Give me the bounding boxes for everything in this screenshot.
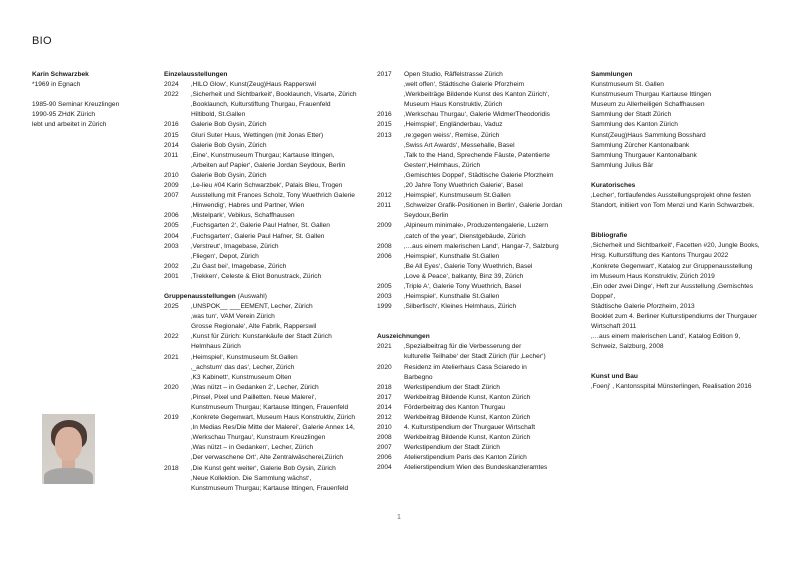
list-item xyxy=(377,252,587,262)
entry-text: ‚HILO Glow‘, Kunst(Zeug)Haus Rapperswil xyxy=(191,81,316,89)
entry-text: Helmhaus Zürich xyxy=(191,343,241,351)
year: 1999 xyxy=(377,303,392,311)
year: 2019 xyxy=(164,414,179,422)
entry-text: ‚Heimspiel‘, Kunstmuseum St.Gallen xyxy=(191,353,298,361)
entry-text: ‚Fuchsgarten‘, Galerie Paul Hafner, St. Gallen xyxy=(191,232,325,240)
heading-subtext: (Auswahl) xyxy=(237,292,267,300)
year: 2025 xyxy=(164,303,179,311)
list-item xyxy=(164,120,374,130)
entry-text: Atelierstipendium Paris des Kanton Zürich xyxy=(404,454,527,462)
entry-text: ‚Kunst für Zürich: Kunstankäufe der Stadt Zürich xyxy=(191,333,332,341)
entry-text: ‚Sicherheit und Sichtbarkeit‘, Booklaunch, Visarte, Zürich xyxy=(191,91,357,99)
section-heading-einzelausstellungen: Einzelausstellungen xyxy=(164,71,228,78)
entry-text: Förderbeitrag des Kanton Thurgau xyxy=(404,403,506,411)
year: 2007 xyxy=(377,444,392,452)
list-item xyxy=(164,312,374,322)
list-item xyxy=(377,262,587,272)
entry-text: ‚Verstreut‘, Imagebase, Zürich xyxy=(191,242,279,250)
list-item: Sammlung Thurgauer Kantonalbank xyxy=(591,151,697,159)
entry-text: ‚Fliegen‘, Depot, Zürich xyxy=(191,252,259,260)
year: 2001 xyxy=(164,272,179,280)
list-item xyxy=(377,453,587,463)
list-item: Museum zu Allerheiligen Schaffhausen xyxy=(591,101,705,109)
entry-text: ‚Gemischtes Doppel‘, Städtische Galerie Pforzheim xyxy=(404,171,554,179)
list-item xyxy=(164,201,374,211)
section-heading-sammlungen: Sammlungen xyxy=(591,71,633,78)
year xyxy=(377,232,404,242)
list-item xyxy=(164,373,374,383)
list-item xyxy=(377,403,587,413)
year xyxy=(377,352,404,362)
list-item xyxy=(164,474,374,484)
year: 2021 xyxy=(164,353,179,361)
list-item xyxy=(164,151,374,161)
entry-text: ‚Pinsel, Pixel und Pailletten. Neue Malerei‘, xyxy=(191,393,317,401)
list-item: ‚Foenj‘ , Kantonsspital Münsterlingen, Realisation 2016 xyxy=(591,383,752,391)
entry-text: ‚Die Kunst geht weiter‘, Galerie Bob Gysin, Zürich xyxy=(191,464,336,472)
year xyxy=(377,151,404,161)
entry-text: ‚Be All Eyes‘, Galerie Tony Wuethrich, Basel xyxy=(404,262,533,270)
entry-text: ‚Was nützt – in Gedanken 2‘, Lecher, Zürich xyxy=(191,383,319,391)
residence-line: lebt und arbeitet in Zürich xyxy=(32,121,107,129)
entry-text: ‚Alpineum minimale›, Produzentengalerie, Luzern xyxy=(404,222,549,230)
entry-text: Werkbeitrag Bildende Kunst, Kanton Zürich xyxy=(404,414,531,421)
entry-text: Werkbeitrag Bildende Kunst, Kanton Zürich xyxy=(404,393,531,401)
entry-text: ‚Der verwaschene Ort‘, Alte Zentralwäscherei,Zürich xyxy=(191,454,344,462)
list-item xyxy=(377,352,587,362)
list-item xyxy=(164,383,374,393)
list-item xyxy=(377,141,587,151)
list-item xyxy=(377,131,587,141)
year xyxy=(164,201,191,211)
list-item xyxy=(164,464,374,474)
list-item: Booklet zum 4. Berliner Kulturstipendiums der Thurgauer xyxy=(591,312,757,320)
year: 2009 xyxy=(164,182,179,190)
entry-text: ‚Hinwendig‘, Habres und Partner, Wien xyxy=(191,202,305,210)
list-item xyxy=(164,332,374,342)
entry-text: ‚Arbeiten auf Papier‘, Galerie Jordan Seydoux, Berlin xyxy=(191,161,346,169)
list-item xyxy=(377,191,587,201)
entry-text: Gluri Suter Huus, Wettingen (mit Jonas Etter) xyxy=(191,131,324,139)
year: 2008 xyxy=(377,434,392,442)
year xyxy=(377,80,404,90)
section-heading-bibliografie: Bibliografie xyxy=(591,232,628,240)
list-item xyxy=(164,302,374,312)
art-and-architecture-list xyxy=(591,382,791,392)
entry-text: ‚Heimspiel‘, Kunstmuseum St.Gallen xyxy=(404,192,511,200)
entry-text: ‚was tun‘, VAM Verein Zürich xyxy=(191,313,275,321)
entry-text: ‚Love & Peace‘, balkanty, Binz 39, Zürich xyxy=(404,272,524,280)
year xyxy=(377,373,404,383)
list-item xyxy=(164,232,374,242)
list-item xyxy=(377,151,587,161)
list-item xyxy=(164,171,374,181)
year: 2005 xyxy=(377,282,392,290)
awards-list xyxy=(377,342,587,473)
list-item xyxy=(377,413,587,423)
entry-text: ‚Heimspiel‘, Kunsthalle St.Gallen xyxy=(404,252,500,260)
entry-text: ‚Heimspiel‘, Engländerbau, Vaduz xyxy=(404,121,503,129)
entry-text: Galerie Bob Gysin, Zürich xyxy=(191,141,267,149)
year: 2016 xyxy=(164,121,179,129)
exhibitions-continued-column xyxy=(377,70,587,474)
year: 2008 xyxy=(377,242,392,250)
list-item xyxy=(377,272,587,282)
list-item xyxy=(377,70,587,80)
entry-text: Ausstellung mit Frances Scholz, Tony Wuethrich Galerie xyxy=(191,192,355,200)
list-item xyxy=(164,363,374,373)
entry-text: Hiltibold, St.Gallen xyxy=(191,111,246,119)
entry-text: Kunstmuseum Thurgau; Kartause Ittingen, Frauenfeld xyxy=(191,404,349,411)
year: 2022 xyxy=(164,333,179,341)
heading-text: Gruppenausstellungen xyxy=(164,292,236,300)
list-item xyxy=(164,342,374,352)
list-item xyxy=(377,201,587,211)
list-item: Sammlung der Stadt Zürich xyxy=(591,111,672,119)
year: 2018 xyxy=(377,383,392,391)
list-item xyxy=(164,413,374,423)
list-item xyxy=(377,221,587,231)
entry-text: 4. Kulturstipendium der Thurgauer Wirtschaft xyxy=(404,424,536,432)
list-item xyxy=(377,302,587,312)
list-item xyxy=(377,282,587,292)
list-item xyxy=(164,484,374,494)
year: 2013 xyxy=(377,131,392,139)
list-item xyxy=(164,322,374,332)
list-item: Kunstmuseum Thurgau Kartause Ittingen xyxy=(591,91,712,99)
entry-text: ‚Werkschau Thurgau‘, Kunstraum Kreuzlingen xyxy=(191,434,326,442)
list-item: ‚Konkrete Gegenwart‘, Katalog zur Gruppenausstellung xyxy=(591,262,753,270)
birth-info: *1969 in Egnach xyxy=(32,81,81,89)
entry-text: ‚…aus einem malerischen Land‘, Hangar-7, Salzburg xyxy=(404,242,559,250)
entry-text: Kunstmuseum Thurgau; Kartause Ittingen, Frauenfeld xyxy=(191,484,349,492)
list-item xyxy=(377,120,587,130)
section-heading-kuratorisches: Kuratorisches xyxy=(591,181,636,189)
group-exhibitions-list-continued xyxy=(377,70,587,312)
year xyxy=(164,453,191,463)
entry-text: Gesten‘,Helmhaus, Zürich xyxy=(404,161,481,169)
entry-text: ‚Werkschau Thurgau‘, Galerie WidmerTheodoridis xyxy=(404,111,550,119)
entry-text: Grosse Regionale‘, Alte Fabrik, Rapperswil xyxy=(191,323,317,331)
list-item xyxy=(164,110,374,120)
section-heading-kunst-und-bau: Kunst und Bau xyxy=(591,373,638,381)
list-item xyxy=(377,423,587,433)
year: 2017 xyxy=(377,393,392,401)
year xyxy=(377,161,404,171)
list-item: Sammlung des Kanton Zürich xyxy=(591,121,678,129)
year: 2014 xyxy=(377,403,392,411)
year: 2006 xyxy=(377,454,392,462)
list-item xyxy=(377,232,587,242)
entry-text: ‚Triple A‘, Galerie Tony Wuethrich, Basel xyxy=(404,282,522,290)
list-item xyxy=(377,161,587,171)
list-item xyxy=(164,393,374,403)
entry-text: Museum Haus Konstruktiv, Zürich xyxy=(404,101,503,109)
entry-text: ‚Eine‘, Kunstmuseum Thurgau; Kartause Ittingen, xyxy=(191,151,335,159)
list-item xyxy=(164,221,374,231)
list-item xyxy=(164,131,374,141)
entry-text: ‚catch of the year‘, Dienstgebäude, Zürich xyxy=(404,232,526,240)
entry-text: Werkbeitrag Bildende Kunst, Kanton Zürich xyxy=(404,434,531,442)
collections-list xyxy=(591,80,791,171)
year: 2003 xyxy=(377,293,392,301)
entry-text: Werkstipendium der Stadt Zürich xyxy=(404,383,500,391)
list-item xyxy=(377,171,587,181)
year xyxy=(164,433,191,443)
year: 2014 xyxy=(164,141,179,149)
list-item: Hrsg. Kulturstiftung des Kantons Thurgau 2022 xyxy=(591,252,729,260)
entry-text: ‚Le-lieu #04 Karin Schwarzbek‘, Palais Bleu, Trogen xyxy=(191,182,343,190)
year: 2003 xyxy=(164,242,179,250)
list-item xyxy=(164,211,374,221)
entry-text: Werkstipendium der Stadt Zürich xyxy=(404,444,500,452)
year xyxy=(164,363,191,373)
list-item xyxy=(377,100,587,110)
year: 2010 xyxy=(377,424,392,432)
year: 2020 xyxy=(377,363,392,371)
year: 2011 xyxy=(164,151,179,159)
entry-text: kulturelle Teilhabe‘ der Stadt Zürich (für ‚Lecher‘) xyxy=(404,353,546,361)
list-item xyxy=(377,363,587,373)
year: 2007 xyxy=(164,192,179,200)
list-item xyxy=(164,353,374,363)
list-item xyxy=(377,90,587,100)
list-item xyxy=(377,80,587,90)
group-exhibitions-list xyxy=(164,302,374,494)
entry-text: Galerie Bob Gysin, Zürich xyxy=(191,171,267,179)
entry-text: ‚Silberfisch‘, Kleines Helmhaus, Zürich xyxy=(404,303,517,311)
list-item xyxy=(164,90,374,100)
entry-text: ‚Zu Gast bei‘, Imagebase, Zürich xyxy=(191,262,287,270)
list-item xyxy=(377,443,587,453)
entry-text: ‚welt offen‘, Städtische Galerie Pforzheim xyxy=(404,81,525,89)
year: 2006 xyxy=(377,252,392,260)
list-item: ‚Lecher‘, fortlaufendes Ausstellungsprojekt ohne festen xyxy=(591,192,751,200)
year xyxy=(377,211,404,221)
list-item xyxy=(377,463,587,473)
year xyxy=(377,272,404,282)
list-item xyxy=(164,80,374,90)
entry-text: ‚UNSPOK__ ___EEMENT, Lecher, Zürich xyxy=(191,303,313,311)
list-item xyxy=(164,272,374,282)
year: 2004 xyxy=(377,464,392,472)
year xyxy=(164,393,191,403)
year xyxy=(164,403,191,413)
entry-text: ‚Booklaunch, Kulturstiftung Thurgau, Frauenfeld xyxy=(191,101,331,109)
entry-text: Galerie Bob Gysin, Zürich xyxy=(191,121,267,129)
list-item xyxy=(164,181,374,191)
list-item xyxy=(377,342,587,352)
list-item xyxy=(377,373,587,383)
year: 2018 xyxy=(164,464,179,472)
year xyxy=(164,342,191,352)
entry-text: ‚Spezialbeitrag für die Verbesserung der xyxy=(404,343,522,351)
year xyxy=(164,423,191,433)
education-line: 1985-90 Seminar Kreuzlingen xyxy=(32,101,120,109)
list-item: ‚…aus einem malerischen Land‘, Katalog Edition 9, xyxy=(591,333,741,341)
list-item xyxy=(164,191,374,201)
entry-text: Barbegno xyxy=(404,373,433,381)
year xyxy=(377,100,404,110)
year xyxy=(164,373,191,383)
list-item xyxy=(164,403,374,413)
entry-text: ‚Schweizer Grafik-Positionen in Berlin‘, Galerie Jordan xyxy=(404,202,563,210)
entry-text: ‚Was nützt – in Gedanken‘, Lecher, Zürich xyxy=(191,444,314,452)
year: 2005 xyxy=(164,222,179,230)
year: 2010 xyxy=(164,171,179,179)
entry-text: ‚Mistelpark‘, Vebikus, Schaffhausen xyxy=(191,212,295,220)
entry-text: Seydoux,Berlin xyxy=(404,212,449,220)
year xyxy=(377,90,404,100)
list-item xyxy=(164,443,374,453)
year xyxy=(164,474,191,484)
year: 2006 xyxy=(164,212,179,220)
artist-name: Karin Schwarzbek xyxy=(32,71,89,78)
year: 2020 xyxy=(164,383,179,391)
list-item: Kunst(Zeug)Haus Sammlung Bosshard xyxy=(591,131,706,139)
entry-text: ‚Werkbeiträge Bildende Kunst des Kanton Zürich‘, xyxy=(404,91,550,99)
list-item: Doppel‘, xyxy=(591,292,616,300)
year: 2016 xyxy=(377,111,392,119)
year xyxy=(164,252,191,262)
list-item: Schweiz, Salzburg, 2008 xyxy=(591,343,664,351)
education-line: 1990-95 ZHdK Zürich xyxy=(32,111,96,119)
entry-text: ‚Talk to the Hand, Sprechende Fäuste, Patentierte xyxy=(404,151,550,159)
year xyxy=(164,110,191,120)
year: 2009 xyxy=(377,222,392,230)
entry-text: ‚Trekken‘, Celeste & Eliot Bonustrack, Zürich xyxy=(191,272,322,280)
year xyxy=(164,322,191,332)
entry-text: Open Studio, Räffelstrasse Zürich xyxy=(404,71,503,78)
entry-text: ‚Neue Kollektion. Die Sammlung wächst‘, xyxy=(191,474,312,482)
list-item: Kunstmuseum St. Gallen xyxy=(591,81,664,89)
year xyxy=(164,100,191,110)
year xyxy=(377,141,404,151)
year: 2004 xyxy=(164,232,179,240)
list-item: Städtische Galerie Pforzheim, 2013 xyxy=(591,302,695,310)
year xyxy=(164,484,191,494)
list-item xyxy=(377,181,587,191)
list-item xyxy=(164,453,374,463)
year: 2021 xyxy=(377,343,392,351)
entry-text: Atelierstipendium Wien des Bundeskanzleramtes xyxy=(404,464,548,472)
year xyxy=(164,312,191,322)
entry-text: ‚In Medias Res/Die Mitte der Malerei‘, Galerie Annex 14, xyxy=(191,424,355,432)
year: 2002 xyxy=(164,262,179,270)
year xyxy=(164,443,191,453)
list-item xyxy=(377,211,587,221)
solo-exhibitions-list xyxy=(164,80,374,282)
artist-portrait-photo xyxy=(42,414,95,484)
bio-column xyxy=(32,70,152,130)
list-item: ‚Sicherheit und Sichtbarkeit‘, Facetten #20, Jungle Books, xyxy=(591,242,760,250)
list-item: ‚Ein oder zwei Dinge‘, Heft zur Ausstellung ‚Gemischtes xyxy=(591,282,753,290)
list-item xyxy=(377,242,587,252)
list-item: Standort, initiiert von Tom Menzi und Karin Schwarzbek. xyxy=(591,202,755,210)
entry-text: ‚20 Jahre Tony Wuethrich Galerie‘, Basel xyxy=(404,182,523,190)
year: 2022 xyxy=(164,91,179,99)
year xyxy=(164,161,191,171)
bibliography-list xyxy=(591,241,791,352)
year: 2015 xyxy=(377,121,392,129)
entry-text: ‚re:gegen weiss‘, Remise, Zürich xyxy=(404,131,500,139)
year: 2017 xyxy=(377,71,392,78)
year: 2015 xyxy=(164,131,179,139)
year xyxy=(377,262,404,272)
list-item: im Museum Haus Konstruktiv, Zürich 2019 xyxy=(591,272,715,280)
list-item xyxy=(164,161,374,171)
collections-column xyxy=(591,70,791,393)
year xyxy=(377,181,404,191)
list-item xyxy=(377,110,587,120)
entry-text: ‚Heimspiel‘, Kunsthalle St.Gallen xyxy=(404,293,500,301)
list-item xyxy=(164,433,374,443)
list-item xyxy=(164,100,374,110)
list-item xyxy=(164,262,374,272)
list-item: Sammlung Julius Bär xyxy=(591,161,654,169)
list-item: Wirtschaft 2011 xyxy=(591,323,637,331)
page-number: 1 xyxy=(397,514,401,521)
entry-text: ‚_achstum‘ das das‘, Lecher, Zürich xyxy=(191,363,295,371)
year xyxy=(377,171,404,181)
year: 2012 xyxy=(377,414,392,421)
entry-text: ‚Swiss Art Awards‘, Messehalle, Basel xyxy=(404,141,515,149)
list-item xyxy=(377,383,587,393)
list-item xyxy=(164,141,374,151)
entry-text: ‚Konkrete Gegenwart, Museum Haus Konstruktiv, Zürich xyxy=(191,414,356,422)
list-item: Sammlung Zürcher Kantonalbank xyxy=(591,141,690,149)
list-item xyxy=(377,292,587,302)
list-item xyxy=(164,242,374,252)
entry-text: ‚Fuchsgarten 2‘, Galerie Paul Hafner, St. Gallen xyxy=(191,222,330,230)
year: 2011 xyxy=(377,202,392,210)
entry-text: Residenz im Atelierhaus Casa Sciaredo in xyxy=(404,363,527,371)
year: 2024 xyxy=(164,81,179,89)
exhibitions-column xyxy=(164,70,374,494)
curatorial-list xyxy=(591,191,791,211)
section-heading-gruppenausstellungen xyxy=(164,292,374,302)
list-item xyxy=(164,423,374,433)
page-title: BIO xyxy=(32,35,52,47)
year: 2012 xyxy=(377,192,392,200)
list-item xyxy=(164,252,374,262)
section-heading-auszeichnungen: Auszeichnungen xyxy=(377,333,430,341)
list-item xyxy=(377,393,587,403)
list-item xyxy=(377,433,587,443)
entry-text: ‚K3 Kabinett‘, Kunstmuseum Olten xyxy=(191,373,292,381)
